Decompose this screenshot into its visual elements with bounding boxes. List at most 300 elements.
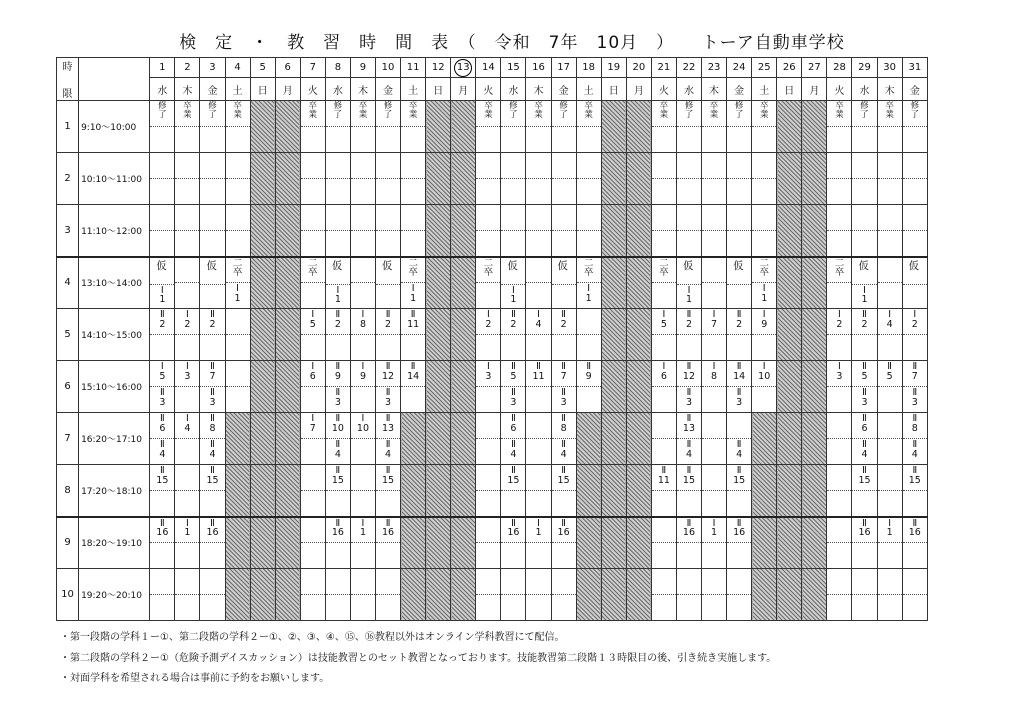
entry-text: 6 [510, 422, 517, 434]
schedule-cell [476, 101, 501, 153]
schedule-cell [175, 101, 200, 153]
entry-text: 了 [158, 109, 167, 120]
entry-text: 卒 [709, 101, 719, 111]
schedule-cell [877, 465, 902, 517]
entry-text: Ⅱ [736, 517, 742, 529]
entry-text: Ⅰ [712, 517, 716, 529]
period-number: 6 [57, 361, 79, 413]
entry-text: 卒 [835, 101, 844, 111]
date-header [551, 58, 576, 78]
entry-text: 3 [209, 396, 216, 408]
date-number: 4 [234, 62, 241, 74]
closed-cell [626, 413, 651, 465]
schedule-cell [827, 101, 852, 153]
entry-text: 7 [209, 370, 216, 382]
date-number: 30 [883, 62, 896, 74]
entry-text: Ⅰ [411, 283, 415, 295]
closed-cell [426, 309, 451, 361]
entry-text: 3 [485, 370, 492, 382]
closed-cell [451, 569, 476, 621]
closed-cell [601, 569, 626, 621]
weekday-header: 木 [350, 78, 375, 101]
schedule-cell [175, 517, 200, 569]
date-number: 24 [732, 62, 746, 74]
entry-text: Ⅰ [361, 361, 365, 372]
schedule-cell [350, 465, 375, 517]
period-time: 11:10〜12:00 [79, 205, 150, 257]
entry-text: Ⅰ [186, 517, 189, 529]
entry-text: Ⅱ [210, 309, 215, 320]
schedule-cell [300, 517, 325, 569]
schedule-cell [526, 309, 551, 361]
closed-cell [802, 361, 827, 413]
entry-text: Ⅱ [912, 413, 918, 424]
entry-text: Ⅱ [335, 517, 341, 529]
schedule-cell [852, 413, 877, 465]
schedule-cell [476, 153, 501, 205]
weekday-header: 金 [727, 78, 752, 101]
schedule-cell [852, 569, 877, 621]
entry-text: 6 [159, 422, 166, 434]
weekday-header: 水 [676, 78, 701, 101]
weekday-header: 日 [601, 78, 626, 101]
schedule-cell [150, 569, 175, 621]
entry-text: Ⅱ [686, 361, 692, 372]
schedule-cell [576, 101, 601, 153]
period-number: 8 [57, 465, 79, 517]
schedule-cell [902, 361, 927, 413]
schedule-cell [501, 205, 526, 257]
schedule-cell [501, 257, 526, 309]
weekday-header: 日 [777, 78, 802, 101]
entry-text: 卒 [834, 267, 845, 278]
entry-text: 了 [509, 109, 518, 120]
closed-cell [275, 257, 300, 309]
entry-text: Ⅰ [913, 309, 917, 320]
entry-text: Ⅱ [862, 439, 867, 450]
entry-text: 了 [208, 109, 217, 120]
entry-text: 2 [159, 318, 166, 330]
schedule-cell [350, 309, 375, 361]
entry-text: 修 [509, 101, 518, 111]
entry-text: 了 [684, 109, 694, 120]
date-number: 22 [682, 62, 696, 74]
entry-text: Ⅱ [511, 465, 516, 476]
period-number: 2 [57, 153, 79, 205]
schedule-cell [501, 465, 526, 517]
entry-text: Ⅰ [762, 283, 766, 295]
entry-text: Ⅱ [335, 439, 341, 450]
schedule-cell [325, 153, 350, 205]
entry-text: Ⅱ [335, 465, 341, 476]
entry-text: 2 [836, 318, 843, 330]
entry-text: 業 [759, 109, 769, 120]
schedule-cell [877, 361, 902, 413]
schedule-cell [676, 465, 701, 517]
entry-text: Ⅱ [561, 465, 566, 476]
date-header [175, 58, 200, 78]
entry-text: 二 [834, 257, 845, 269]
period-number: 3 [57, 205, 79, 257]
date-header [476, 58, 501, 78]
entry-text: 了 [333, 109, 343, 120]
schedule-cell [827, 153, 852, 205]
date-number: 12 [431, 62, 445, 74]
entry-text: Ⅰ [587, 283, 591, 295]
entry-text: 2 [911, 318, 918, 330]
entry-text: 2 [510, 318, 517, 330]
period-time: 17:20〜18:10 [79, 465, 150, 517]
header-time-blank [79, 58, 150, 101]
schedule-cell [401, 361, 426, 413]
entry-text: 15 [557, 474, 570, 486]
entry-text: Ⅱ [511, 361, 516, 372]
entry-text: 10 [331, 422, 344, 434]
entry-text: 5 [886, 370, 893, 382]
date-number: 26 [782, 62, 796, 74]
closed-cell [426, 569, 451, 621]
entry-text: 2 [861, 318, 868, 330]
weekday-header: 火 [651, 78, 676, 101]
schedule-cell [727, 569, 752, 621]
entry-text: Ⅰ [838, 309, 841, 320]
entry-text: 卒 [308, 267, 318, 278]
entry-text: Ⅱ [912, 517, 918, 529]
entry-text: Ⅰ [186, 309, 189, 320]
notes [60, 628, 776, 690]
schedule-cell [350, 257, 375, 309]
date-header [325, 58, 350, 78]
entry-text: Ⅱ [511, 387, 516, 398]
entry-text: Ⅱ [335, 361, 341, 372]
entry-text: Ⅱ [736, 465, 742, 476]
closed-cell [451, 101, 476, 153]
entry-text: 1 [234, 292, 241, 304]
entry-text: Ⅱ [736, 309, 742, 320]
schedule-cell [350, 153, 375, 205]
closed-cell [626, 569, 651, 621]
closed-cell [752, 517, 777, 569]
entry-text: 4 [159, 448, 166, 460]
entry-text: 了 [860, 109, 869, 120]
entry-text: 14 [733, 370, 746, 382]
entry-text: Ⅰ [762, 309, 766, 320]
closed-cell [777, 101, 802, 153]
schedule-cell [702, 205, 727, 257]
entry-text: 業 [534, 109, 543, 120]
entry-text: Ⅱ [159, 517, 165, 529]
closed-cell [777, 413, 802, 465]
closed-cell [626, 465, 651, 517]
period-time: 9:10〜10:00 [79, 101, 150, 153]
entry-text: 5 [510, 370, 517, 382]
entry-text: 業 [183, 109, 192, 120]
schedule-cell [200, 101, 225, 153]
weekday-header: 水 [325, 78, 350, 101]
entry-text: Ⅱ [862, 413, 867, 424]
entry-text: Ⅱ [210, 387, 215, 398]
schedule-cell [526, 361, 551, 413]
schedule-cell [175, 205, 200, 257]
entry-text: 業 [358, 109, 368, 120]
entry-text: Ⅱ [385, 465, 391, 476]
schedule-cell [752, 257, 777, 309]
entry-text: 5 [159, 370, 166, 382]
schedule-cell [376, 413, 401, 465]
schedule-cell [501, 413, 526, 465]
entry-text: 9 [334, 370, 341, 382]
schedule-cell [576, 257, 601, 309]
entry-text: 修 [860, 101, 869, 111]
entry-text: 1 [359, 527, 366, 538]
entry-text: 3 [736, 396, 743, 408]
entry-text: 了 [559, 109, 568, 120]
period-time: 19:20〜20:10 [79, 569, 150, 621]
entry-text: 了 [910, 109, 920, 120]
schedule-cell [877, 517, 902, 569]
schedule-cell [877, 569, 902, 621]
entry-text: Ⅱ [511, 517, 516, 529]
entry-text: 11 [532, 370, 545, 382]
date-header [350, 58, 375, 78]
entry-text: Ⅰ [361, 309, 365, 320]
closed-cell [802, 153, 827, 205]
closed-cell [451, 517, 476, 569]
schedule-cell [551, 153, 576, 205]
entry-text: 2 [385, 318, 392, 330]
schedule-cell [175, 257, 200, 309]
entry-text: Ⅱ [736, 361, 742, 372]
schedule-cell [200, 309, 225, 361]
schedule-cell [702, 465, 727, 517]
entry-text: Ⅱ [511, 413, 516, 424]
schedule-cell [476, 569, 501, 621]
schedule-cell [727, 517, 752, 569]
schedule-cell [200, 413, 225, 465]
closed-cell [225, 413, 250, 465]
closed-cell [451, 257, 476, 309]
entry-text: 修 [208, 101, 217, 111]
entry-text: 13 [381, 422, 395, 434]
date-header [150, 58, 175, 78]
schedule-cell [651, 569, 676, 621]
note-reservation: ・対面学科を希望される場合は事前に予約をお願いします。 [60, 673, 330, 684]
entry-text: 業 [709, 109, 719, 120]
schedule-cell [200, 569, 225, 621]
schedule-cell [150, 309, 175, 361]
schedule-cell [877, 413, 902, 465]
entry-text: 修 [559, 101, 568, 111]
closed-cell [777, 309, 802, 361]
entry-text: 卒 [659, 267, 669, 278]
entry-text: 4 [560, 448, 567, 460]
period-time: 10:10〜11:00 [79, 153, 150, 205]
closed-cell [451, 465, 476, 517]
entry-text: 卒 [483, 267, 494, 278]
entry-text: Ⅰ [236, 283, 239, 295]
date-number: 25 [757, 62, 771, 74]
schedule-cell [551, 101, 576, 153]
entry-text: Ⅱ [561, 517, 566, 529]
entry-text: 4 [911, 448, 918, 460]
weekday-header: 火 [476, 78, 501, 101]
schedule-cell [350, 101, 375, 153]
date-number: 19 [607, 62, 621, 74]
schedule-cell [651, 205, 676, 257]
entry-text: 業 [408, 109, 418, 120]
entry-text: Ⅱ [511, 439, 516, 450]
schedule-cell [852, 101, 877, 153]
schedule-cell [300, 569, 325, 621]
schedule-cell [300, 413, 325, 465]
closed-cell [777, 465, 802, 517]
entry-text: Ⅰ [361, 517, 365, 529]
page-title: 検 定 ・ 教 習 時 間 表 （ 令和 7年 10月 ） トーア自動車学校 [179, 33, 845, 53]
entry-text: 卒 [885, 101, 894, 111]
period-time: 13:10〜14:00 [79, 257, 150, 309]
entry-text: 1 [585, 292, 592, 304]
entry-text: 5 [660, 318, 667, 330]
entry-text: 卒 [759, 267, 769, 278]
entry-text: 4 [861, 448, 868, 460]
schedule-cell [526, 517, 551, 569]
weekday-header: 金 [200, 78, 225, 101]
schedule-cell [576, 361, 601, 413]
entry-text: 10 [758, 370, 771, 382]
closed-cell [576, 413, 601, 465]
schedule-cell [501, 569, 526, 621]
entry-text: 二 [759, 257, 769, 269]
period-time: 16:20〜17:10 [79, 413, 150, 465]
entry-text: Ⅱ [686, 413, 692, 424]
date-header [626, 58, 651, 78]
schedule-cell [476, 309, 501, 361]
schedule-cell [476, 205, 501, 257]
schedule-cell [702, 413, 727, 465]
entry-text: 2 [334, 318, 341, 330]
entry-text: 12 [682, 370, 696, 382]
entry-text: 15 [156, 474, 169, 486]
closed-cell [626, 361, 651, 413]
date-number: 23 [707, 62, 721, 74]
entry-text: 3 [334, 396, 341, 408]
schedule-cell [150, 517, 175, 569]
entry-text: 業 [484, 109, 493, 120]
closed-cell [777, 569, 802, 621]
closed-cell [777, 205, 802, 257]
entry-text: Ⅱ [862, 465, 867, 476]
date-header [451, 58, 476, 78]
schedule-cell [476, 361, 501, 413]
schedule-cell [225, 153, 250, 205]
closed-cell [626, 257, 651, 309]
entry-text: 業 [233, 109, 242, 120]
schedule-cell [401, 257, 426, 309]
entry-text: 4 [510, 448, 517, 460]
date-header [225, 58, 250, 78]
period-time: 14:10〜15:00 [79, 309, 150, 361]
schedule-cell [576, 309, 601, 361]
entry-text: 卒 [534, 101, 543, 111]
entry-text: Ⅱ [736, 439, 742, 450]
closed-cell [451, 309, 476, 361]
entry-text: Ⅱ [887, 361, 892, 372]
entry-text: 3 [685, 396, 692, 408]
closed-cell [250, 413, 275, 465]
entry-text: 9 [585, 370, 592, 382]
schedule-cell [877, 101, 902, 153]
date-number: 18 [582, 62, 596, 74]
schedule-cell [175, 309, 200, 361]
schedule-cell [676, 101, 701, 153]
entry-text: Ⅰ [486, 309, 490, 320]
entry-text: Ⅱ [210, 413, 215, 424]
weekday-header: 木 [877, 78, 902, 101]
date-number: 28 [833, 62, 846, 74]
entry-text: Ⅱ [561, 413, 566, 424]
entry-text: 14 [407, 370, 420, 382]
schedule-cell [401, 205, 426, 257]
closed-cell [401, 517, 426, 569]
closed-cell [451, 361, 476, 413]
schedule-cell [651, 101, 676, 153]
date-number: 7 [309, 62, 316, 74]
schedule-cell [150, 205, 175, 257]
schedule-cell [902, 257, 927, 309]
closed-cell [250, 205, 275, 257]
closed-cell [802, 517, 827, 569]
entry-text: Ⅰ [662, 361, 666, 372]
schedule-cell [175, 413, 200, 465]
entry-text: Ⅰ [311, 361, 315, 372]
entry-text: Ⅱ [736, 387, 742, 398]
entry-text: 9 [761, 318, 768, 330]
schedule-cell [651, 257, 676, 309]
closed-cell [225, 569, 250, 621]
schedule-cell [877, 205, 902, 257]
schedule-cell [175, 569, 200, 621]
schedule-cell [300, 153, 325, 205]
schedule-cell [902, 309, 927, 361]
date-header [526, 58, 551, 78]
closed-cell [250, 153, 275, 205]
date-number: 5 [259, 62, 266, 74]
schedule-cell [401, 153, 426, 205]
date-number: 11 [406, 62, 420, 74]
closed-cell [426, 153, 451, 205]
entry-text: 卒 [308, 101, 318, 111]
date-number: 10 [381, 62, 395, 74]
entry-text: 1 [861, 294, 868, 306]
schedule-cell [225, 101, 250, 153]
schedule-cell [175, 361, 200, 413]
schedule-table [56, 57, 928, 621]
entry-text: 12 [381, 370, 395, 382]
weekday-header: 日 [426, 78, 451, 101]
schedule-cell [902, 517, 927, 569]
entry-text: Ⅰ [512, 284, 515, 296]
schedule-cell [300, 465, 325, 517]
closed-cell [426, 257, 451, 309]
entry-text: 仮 [733, 259, 744, 272]
entry-text: Ⅱ [661, 465, 667, 476]
schedule-cell [902, 413, 927, 465]
schedule-cell [702, 569, 727, 621]
entry-text: 15 [733, 474, 746, 486]
schedule-cell [225, 309, 250, 361]
entry-text: 3 [861, 396, 868, 408]
entry-text: Ⅱ [561, 387, 566, 398]
